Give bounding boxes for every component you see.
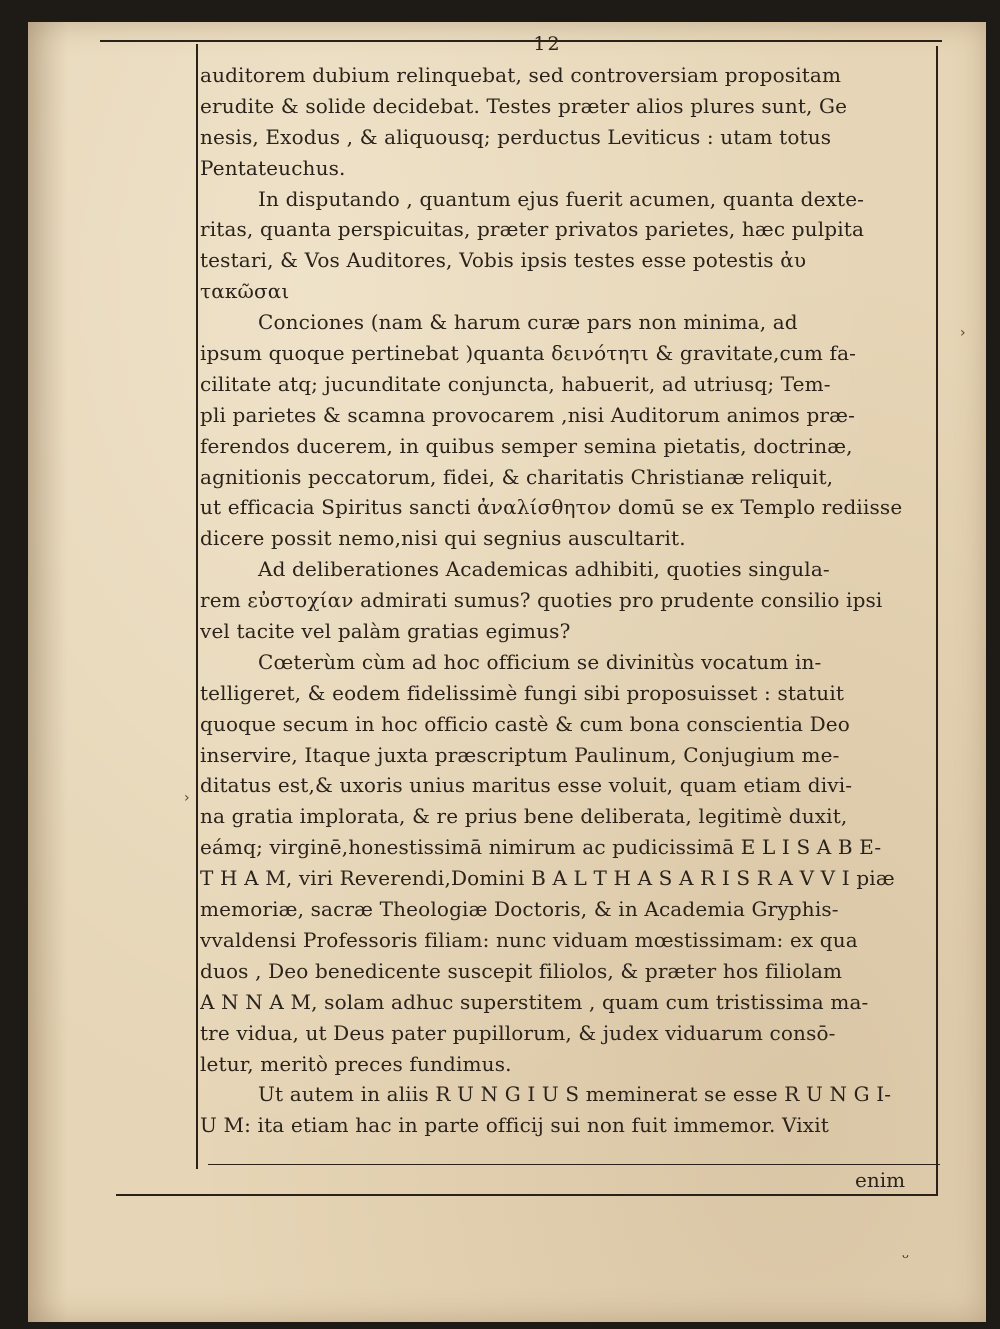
page-number: 12: [533, 33, 562, 55]
text-line: ferendos ducerem, in quibus semper semina pietatis, doctrinæ,: [200, 433, 853, 458]
page-text-block: [200, 28, 935, 1141]
text-line: dicere possit nemo,nisi qui segnius auscultarit.: [200, 526, 686, 551]
text-line: quoque secum in hoc officio castè & cum bona conscientia Deo: [200, 711, 850, 736]
bottom-rule-inner: [208, 1164, 940, 1165]
text-line: ut efficacia Spiritus sancti ἀναλίσθητον domū se ex Templo rediisse: [200, 495, 903, 520]
text-line: ipsum quoque pertinebat )quanta δεινότητι & gravitate,cum fa-: [200, 341, 857, 366]
margin-mark: ›: [184, 790, 190, 806]
text-line: ditatus est,& uxoris unius maritus esse voluit, quam etiam divi-: [200, 773, 853, 798]
text-line: In disputando , quantum ejus fuerit acumen, quanta dexte-: [258, 186, 865, 211]
margin-stain: [28, 22, 68, 1322]
text-line: na gratia implorata, & re prius bene deliberata, legitimè duxit,: [200, 804, 848, 829]
text-line: T H A M, viri Reverendi,Domini B A L T H A S A R I S R A V V I piæ: [200, 866, 895, 891]
text-line: Cœterùm cùm ad hoc officium se divinitùs vocatum in-: [258, 649, 822, 674]
text-line: duos , Deo benedicente suscepit filiolos, & præter hos filiolam: [200, 958, 843, 983]
text-line: rem εὐστοχίαν admirati sumus? quoties pro prudente consilio ipsi: [200, 588, 883, 613]
margin-mark: ›: [960, 325, 966, 341]
text-line: Ut autem in aliis R U N G I U S meminerat se esse R U N G I-: [258, 1082, 892, 1107]
text-lines: [200, 60, 935, 1141]
text-line: memoriæ, sacræ Theologiæ Doctoris, & in Academia Gryphis-: [200, 897, 839, 922]
text-line: auditorem dubium relinquebat, sed controversiam propositam: [200, 63, 842, 87]
ink-flourish: ᵕ: [902, 1248, 909, 1269]
catchword: enim: [855, 1168, 906, 1192]
text-line: A N N A M, solam adhuc superstitem , quam cum tristissima ma-: [200, 989, 869, 1014]
right-rule: [936, 46, 938, 1196]
text-line: tre vidua, ut Deus pater pupillorum, & judex viduarum consō-: [200, 1020, 836, 1045]
text-line: pli parietes & scamna provocarem ,nisi Auditorum animos præ-: [200, 402, 855, 427]
bottom-rule-outer: [116, 1194, 936, 1196]
text-line: ritas, quanta perspicuitas, præter privatos parietes, hæc pulpita: [200, 217, 865, 242]
text-line: nesis, Exodus , & aliquousq; perductus Leviticus : utam totus: [200, 124, 832, 149]
text-line: vel tacite vel palàm gratias egimus?: [200, 619, 571, 644]
text-line: telligeret, & eodem fidelissimè fungi sibi proposuisset : statuit: [200, 680, 845, 705]
text-line: agnitionis peccatorum, fidei, & charitatis Christianæ reliquit,: [200, 464, 834, 489]
text-line: U M: ita etiam hac in parte officij sui non fuit immemor. Vixit: [200, 1113, 829, 1138]
text-line: cilitate atq; jucunditate conjuncta, habuerit, ad utriusq; Tem-: [200, 371, 831, 396]
text-line: testari, & Vos Auditores, Vobis ipsis testes esse potestis ἀυ: [200, 248, 807, 273]
text-line: inservire, Itaque juxta præscriptum Paulinum, Conjugium me-: [200, 742, 840, 767]
text-line: letur, meritò preces fundimus.: [200, 1051, 512, 1076]
text-line: τακῶσαι: [200, 279, 290, 304]
text-line: Conciones (nam & harum curæ pars non minima, ad: [258, 310, 798, 335]
left-rule: [196, 44, 198, 1169]
text-line: Ad deliberationes Academicas adhibiti, quoties singula-: [258, 557, 830, 582]
text-line: erudite & solide decidebat. Testes præter alios plures sunt, Ge: [200, 93, 848, 118]
text-line: vvaldensi Professoris filiam: nunc viduam mœstissimam: ex qua: [200, 927, 858, 952]
text-line: Pentateuchus.: [200, 155, 346, 180]
text-line: eámq; virginē,honestissimā nimirum ac pudicissimā E L I S A B E-: [200, 835, 882, 860]
